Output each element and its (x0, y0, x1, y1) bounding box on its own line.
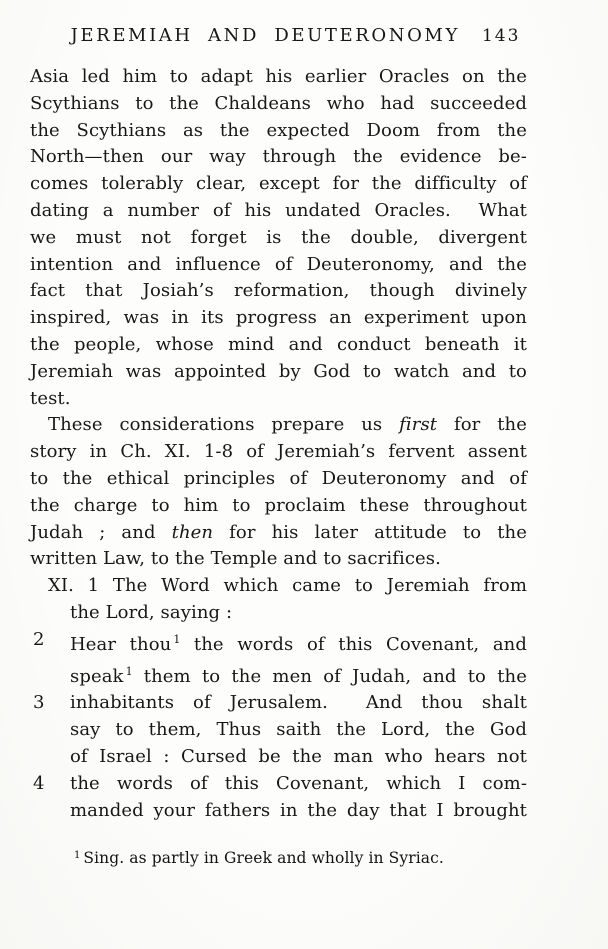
text-line (30, 659, 527, 691)
text-segment: manded your fathers in the day that I brought (70, 799, 527, 821)
text-segment: the words of this Covenant, which I com- (70, 772, 527, 794)
text-segment: for the (437, 414, 527, 436)
text-segment: them to the men of Judah, and to the (132, 665, 527, 687)
footnote-reference: 1 (125, 664, 133, 678)
chapter-title: JEREMIAH AND DEUTERONOMY (70, 25, 460, 46)
text-line (30, 627, 527, 659)
text-line (30, 493, 527, 520)
text-line (30, 412, 527, 439)
text-segment: the people, whose mind and conduct beneath it (30, 333, 527, 355)
body-text (30, 64, 527, 824)
text-line (30, 466, 527, 493)
text-segment: we must not forget is the double, divergent (30, 226, 527, 248)
text-line (30, 278, 527, 305)
text-line (30, 798, 527, 825)
text-line (30, 439, 527, 466)
text-segment: fact that Josiah’s reformation, though divinely (30, 280, 527, 302)
text-line (30, 386, 527, 413)
text-line (30, 744, 527, 771)
text-segment: say to them, Thus saith the Lord, the God (70, 719, 527, 741)
text-line (30, 64, 527, 91)
footnote-reference: 1 (173, 632, 181, 646)
running-header (30, 25, 527, 46)
text-segment: dating a number of his undated Oracles. What (30, 199, 527, 221)
text-line (30, 690, 527, 717)
text-line (30, 771, 527, 798)
text-segment: inhabitants of Jerusalem. And thou shalt (70, 692, 527, 714)
text-segment: These considerations prepare us (48, 414, 400, 436)
text-line (30, 171, 527, 198)
text-segment: Asia led him to adapt his earlier Oracles on the (30, 66, 527, 87)
page-number: 143 (481, 26, 521, 46)
text-segment: to the ethical principles of Deuteronomy and of (30, 467, 527, 489)
text-segment: intention and influence of Deuteronomy, and the (30, 253, 527, 275)
text-line (30, 600, 527, 627)
text-line (30, 546, 527, 573)
footnote (74, 849, 444, 867)
text-segment: Scythians to the Chaldeans who had succeeded (30, 92, 527, 114)
verse-number: 2 (33, 628, 45, 650)
text-segment: story in Ch. XI. 1-8 of Jeremiah’s fervent assent (30, 441, 527, 463)
text-line (30, 91, 527, 118)
text-line (30, 332, 527, 359)
text-segment: test. (30, 387, 71, 409)
text-segment: North—then our way through the evidence be- (30, 146, 527, 168)
text-line (30, 252, 527, 279)
text-segment: the charge to him to proclaim these throughout (30, 494, 527, 516)
footnote-text: Sing. as partly in Greek and wholly in Syriac. (83, 849, 444, 867)
verse-number: 3 (33, 692, 45, 714)
text-segment: XI. 1 The Word which came to Jeremiah from (48, 575, 527, 597)
text-segment: written Law, to the Temple and to sacrifices. (30, 548, 441, 570)
verse-number: 4 (33, 772, 45, 794)
text-segment: first (399, 414, 438, 436)
footnote-marker: 1 (74, 850, 81, 861)
text-segment: speak (70, 665, 124, 687)
text-segment: Hear thou (70, 633, 172, 655)
text-segment: the Lord, saying : (70, 601, 233, 623)
text-segment: the words of this Covenant, and (180, 633, 527, 655)
text-line (30, 305, 527, 332)
text-line (30, 520, 527, 547)
text-segment: the Scythians as the expected Doom from the (30, 119, 527, 141)
text-line (30, 118, 527, 145)
text-segment: for his later attitude to the (213, 521, 527, 543)
text-line (30, 198, 527, 225)
text-segment: Jeremiah was appointed by God to watch and to (30, 360, 527, 382)
text-segment: comes tolerably clear, except for the difficulty of (30, 173, 527, 195)
text-segment: inspired, was in its progress an experiment upon (30, 307, 527, 329)
text-line (30, 225, 527, 252)
text-segment: Judah ; and (30, 521, 172, 543)
text-segment: then (171, 521, 214, 543)
text-line (30, 717, 527, 744)
text-segment: of Israel : Cursed be the man who hears not (70, 745, 527, 767)
text-line (30, 573, 527, 600)
text-line (30, 144, 527, 171)
text-line (30, 359, 527, 386)
